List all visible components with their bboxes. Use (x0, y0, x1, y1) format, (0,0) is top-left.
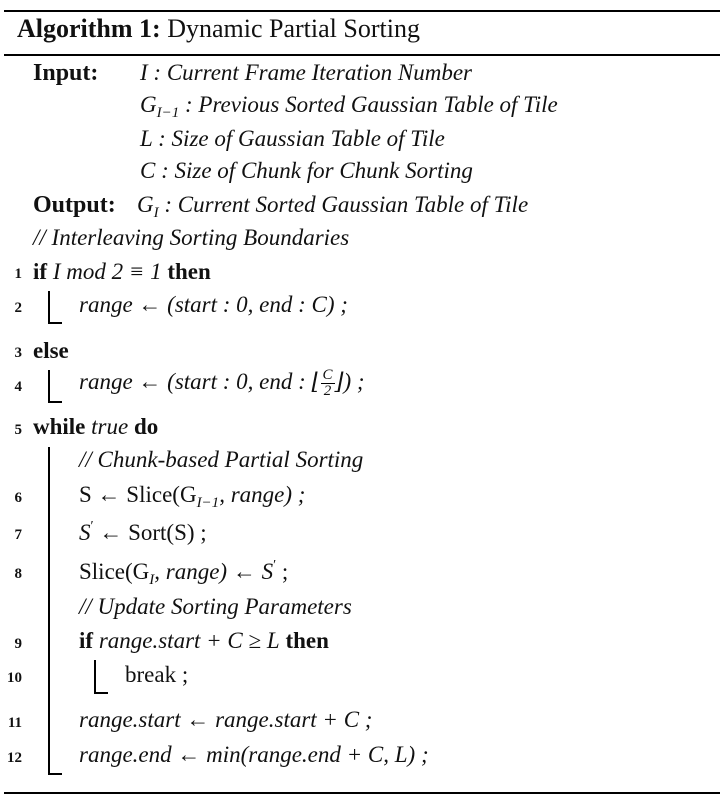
line-number: 9 (14, 636, 22, 652)
block-bar (48, 370, 50, 402)
line-number: 7 (14, 527, 22, 543)
block-end (48, 322, 62, 324)
line-number: 4 (14, 379, 22, 395)
input-3: L : Size of Gaussian Table of Tile (140, 126, 445, 151)
line-7: S′ ← Sort(S) ; (79, 519, 207, 545)
line-3: else (33, 338, 69, 363)
input-label: Input: (33, 60, 99, 86)
block-bar (48, 291, 50, 323)
block-end (94, 692, 108, 694)
line-5: while true do (33, 414, 159, 439)
line-number: 8 (14, 566, 22, 582)
line-2: range ← (start : 0, end : C) ; (79, 292, 348, 317)
block-end (48, 401, 62, 403)
comment-update: // Update Sorting Parameters (79, 594, 352, 619)
line-number: 12 (7, 750, 22, 766)
title-rule (4, 54, 720, 56)
algorithm-title (17, 14, 420, 44)
line-9: if range.start + C ≥ L then (79, 628, 329, 653)
line-6: S ← $Slice(G_{I-1}$, range) ; (79, 482, 306, 511)
output-value: $G_I$ : Current Sorted Gaussian Table of Tile (137, 192, 529, 221)
line-number: 6 (14, 490, 22, 506)
comment-chunk: // Chunk-based Partial Sorting (79, 447, 364, 472)
line-number: 5 (14, 422, 22, 438)
input-2: $G_{I-1}$ : Previous Sorted Gaussian Table of Tile (140, 92, 558, 121)
line-12: range.end ← min(range.end + C, L) ; (79, 742, 429, 767)
line-4: range ← (start : 0, end : ⌊ $\frac{C}{2}$ ⌋) ; (79, 367, 365, 399)
block-end (48, 773, 62, 775)
line-11: range.start ← range.start + C ; (79, 707, 373, 732)
line-number: 11 (7, 715, 22, 731)
input-4: C : Size of Chunk for Chunk Sorting (140, 158, 473, 183)
fraction: $\frac{C}{2}$ (322, 367, 333, 399)
comment-interleaving: // Interleaving Sorting Boundaries (33, 225, 350, 250)
line-number: 2 (14, 300, 22, 316)
output-label: Output: (33, 192, 116, 218)
line-number: 10 (7, 670, 22, 686)
algorithm-label: Algorithm 1: (17, 14, 161, 43)
line-8: $Slice(G_I$, range) ← S′ ; (79, 558, 289, 588)
block-bar (94, 660, 96, 693)
input-1: I : Current Frame Iteration Number (140, 60, 472, 85)
line-number: 3 (14, 345, 22, 361)
bottom-rule (4, 792, 720, 794)
line-number: 1 (14, 266, 22, 282)
block-bar (48, 447, 50, 774)
line-1: if I mod 2 ≡ 1 then (33, 259, 211, 284)
top-rule (4, 10, 720, 12)
algorithm-name: Dynamic Partial Sorting (167, 14, 420, 43)
line-10: break ; (125, 662, 189, 687)
